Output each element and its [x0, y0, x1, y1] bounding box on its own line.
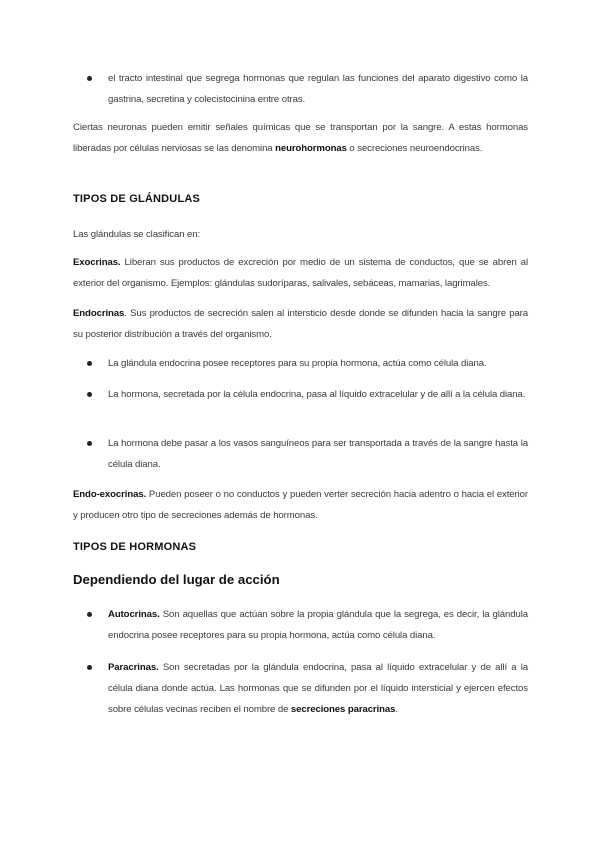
list-item-text: La hormona, secretada por la célula endocrina, pasa al líquido extracelular y de allí a la célula diana. — [108, 389, 526, 400]
bold-term: Endocrinas — [73, 308, 125, 319]
bold-term: secreciones paracrinas — [290, 704, 396, 715]
paragraph-text: Pueden poseer o no conductos y pueden verter secreción hacia adentro o hacia el exterior y producen otro tipo de secreciones además de hormonas. — [73, 489, 528, 521]
bullet-icon — [87, 612, 92, 617]
paragraph-endocrinas — [73, 303, 528, 345]
section-heading: TIPOS DE HORMONAS — [73, 541, 197, 553]
list-item-text: Son aquellas que actúan sobre la propia glándula que la segrega, es decir, la glándula endocrina posee receptores para su propia hormona, actúa como célula diana. — [108, 609, 528, 641]
list-item-text: Son secretadas por la glándula endocrina, pasa al líquido extracelular y de allí a la célula diana donde actúa. Las hormonas que se difunden por el líquido intersticial y ejercen efectos sobre células vecinas reciben el nombre de — [108, 662, 528, 715]
list-item — [108, 604, 528, 646]
paragraph-text: . Sus productos de secreción salen al intersticio desde donde se difunden hacia la sangre para su posterior distribución a través del organismo. — [73, 308, 528, 340]
bullet-icon — [87, 441, 92, 446]
list-item-text: . — [395, 704, 398, 715]
paragraph-intro — [73, 224, 528, 245]
paragraph-exocrinas — [73, 252, 528, 294]
list-item — [108, 657, 528, 720]
paragraph-text: Ciertas neuronas pueden emitir señales químicas que se transportan por la sangre. A estas hormonas liberadas por células nerviosas se las denomina — [73, 122, 528, 154]
bullet-icon — [87, 361, 92, 366]
bullet-icon — [87, 665, 92, 670]
paragraph-endoexocrinas — [73, 484, 528, 526]
list-item — [108, 384, 528, 405]
bullet-icon — [87, 392, 92, 397]
bold-term: neurohormonas — [275, 143, 347, 154]
bullet-icon — [87, 76, 92, 81]
list-item — [108, 433, 528, 475]
bold-term: Exocrinas. — [73, 257, 121, 268]
section-heading: TIPOS DE GLÁNDULAS — [73, 193, 201, 205]
list-item-text: La glándula endocrina posee receptores para su propia hormona, actúa como célula diana. — [108, 358, 487, 369]
paragraph-text: Liberan sus productos de excreción por medio de un sistema de conductos, que se abren al exterior del organismo. Ejemplos: glándulas sudoríparas, salivales, sebáceas, mamarias, lagrimales. — [73, 257, 528, 289]
bold-term: Autocrinas. — [108, 609, 160, 620]
list-item — [108, 68, 528, 110]
paragraph-neurohormonas — [73, 117, 528, 159]
list-item-text: La hormona debe pasar a los vasos sanguíneos para ser transportada a través de la sangre hasta la célula diana. — [108, 438, 528, 470]
bold-term: Endo-exocrinas. — [73, 489, 147, 500]
list-item — [108, 353, 528, 374]
bold-term: Paracrinas. — [108, 662, 159, 673]
list-item-text: el tracto intestinal que segrega hormonas que regulan las funciones del aparato digestivo como la gastrina, secretina y colecistocinina entre otras. — [108, 73, 528, 105]
paragraph-text: Las glándulas se clasifican en: — [73, 229, 201, 240]
subsection-heading: Dependiendo del lugar de acción — [73, 572, 280, 587]
paragraph-text: o secreciones neuroendocrinas. — [346, 143, 483, 154]
